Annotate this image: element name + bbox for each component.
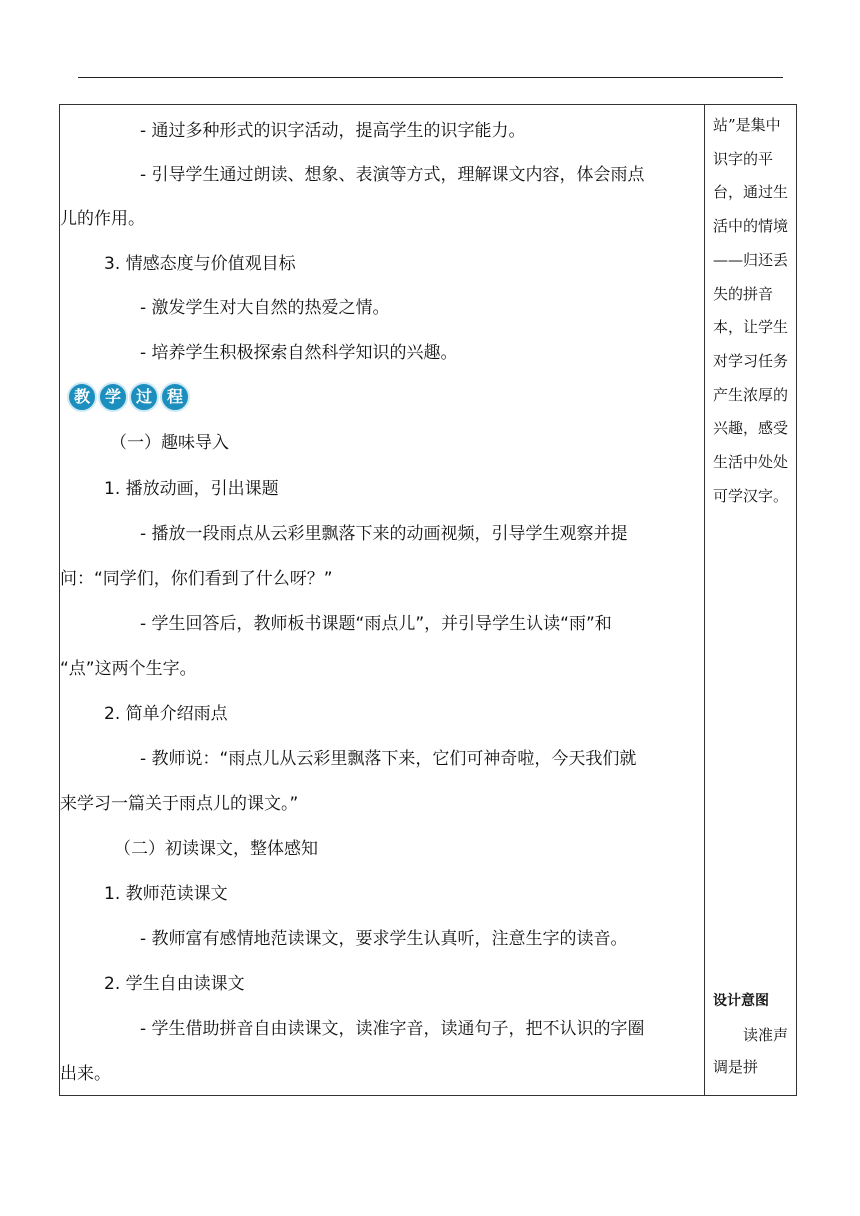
text-line: - 通过多种形式的识字活动，提高学生的识字能力。: [140, 121, 526, 141]
text-line: - 教师说：“雨点儿从云彩里飘落下来，它们可神奇啦，今天我们就: [140, 749, 637, 769]
design-intent-column: [705, 105, 798, 1095]
text-line: “点”这两个生字。: [60, 659, 197, 679]
text-line: 3. 情感态度与价值观目标: [104, 254, 296, 274]
text-line: 来学习一篇关于雨点儿的课文。”: [60, 794, 299, 814]
text-line: - 播放一段雨点从云彩里飘落下来的动画视频，引导学生观察并提: [140, 524, 628, 544]
text-line: 2. 简单介绍雨点: [104, 704, 228, 724]
text-line: 1. 播放动画，引出课题: [104, 479, 279, 499]
design-intent-label: 设计意图: [713, 993, 769, 1009]
text-line: - 学生借助拼音自由读课文，读准字音，读通句子，把不认识的字圈: [140, 1019, 645, 1039]
text-line: 出来。: [60, 1064, 111, 1084]
text-line: - 引导学生通过朗读、想象、表演等方式，理解课文内容，体会雨点: [140, 165, 645, 185]
text-line: 2. 学生自由读课文: [104, 974, 245, 994]
badge-char: 程: [160, 382, 190, 412]
main-content-column: [60, 105, 704, 1095]
text-line: 问：“同学们，你们看到了什么呀？”: [60, 569, 333, 589]
text-line: 儿的作用。: [60, 209, 145, 229]
section-heading: （一）趣味导入: [110, 433, 229, 453]
text-line: - 学生回答后，教师板书课题“雨点儿”，并引导学生认读“雨”和: [140, 614, 612, 634]
text-line: - 教师富有感情地范读课文，要求学生认真听，注意生字的读音。: [140, 929, 628, 949]
badge-char: 学: [98, 382, 128, 412]
section-heading: （二）初读课文，整体感知: [114, 839, 318, 859]
header-rule: [78, 77, 783, 78]
badge-char: 教: [67, 382, 97, 412]
text-line: - 培养学生积极探索自然科学知识的兴趣。: [140, 343, 458, 363]
text-line: - 激发学生对大自然的热爱之情。: [140, 298, 390, 318]
section-badge-teaching-process: [67, 382, 190, 412]
text-line: 1. 教师范读课文: [104, 884, 228, 904]
design-note-text: 站”是集中识字的平台，通过生活中的情境——归还丢失的拼音本，让学生对学习任务产生浓厚的兴趣，感受生活中处处可学汉字。: [713, 116, 789, 505]
badge-char: 过: [129, 382, 159, 412]
design-note-text: 读准声调是拼: [713, 1026, 789, 1076]
lesson-plan-table: [59, 104, 797, 1096]
